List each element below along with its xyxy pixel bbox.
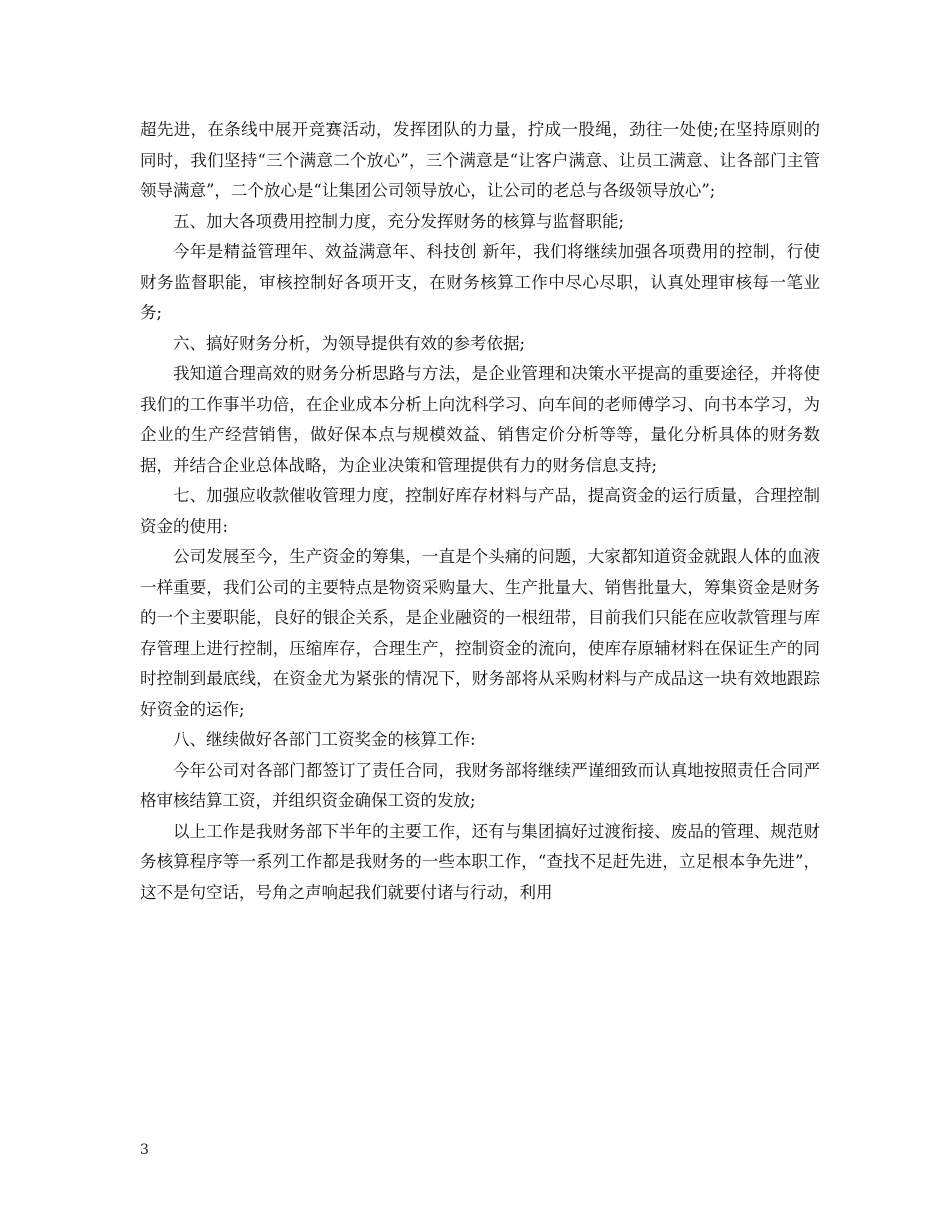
body-text <box>140 115 820 908</box>
heading-item-8: 八、继续做好各部门工资奖金的核算工作: <box>173 730 476 749</box>
paragraph-6: 以上工作是我财务部下半年的主要工作，还有与集团搞好过渡衔接、废品的管理、规范财务核算程序等一系列工作都是我财务的一些本职工作，“查找不足赶先进，立足根本争先进”，这不是句空话，号角之声响起我们就要付诸与行动，利用 <box>140 821 820 902</box>
page-number: 3 <box>140 1142 149 1158</box>
paragraph-5: 今年公司对各部门都签订了责任合同，我财务部将继续严谨细致而认真地按照责任合同严格审核结算工资，并组织资金确保工资的发放; <box>140 760 820 810</box>
heading-item-7: 七、加强应收款催收管理力度，控制好库存材料与产品，提高资金的运行质量，合理控制资金的使用: <box>140 486 820 536</box>
heading-item-5: 五、加大各项费用控制力度，充分发挥财务的核算与监督职能; <box>173 211 625 231</box>
paragraph-3: 我知道合理高效的财务分析思路与方法，是企业管理和决策水平提高的重要途径，并将使我们的工作事半功倍，在企业成本分析上向沈科学习、向车间的老师傅学习、向书本学习，为企业的生产经营销售，做好保本点与规模效益、销售定价分析等等，量化分析具体的财务数据，并结合企业总体战略，为企业决策和管理提供有力的财务信息支持; <box>140 364 820 475</box>
paragraph-4: 公司发展至今，生产资金的筹集，一直是个头痛的问题，大家都知道资金就跟人体的血液一样重要，我们公司的主要特点是物资采购量大、生产批量大、销售批量大，筹集资金是财务的一个主要职能，良好的银企关系，是企业融资的一根纽带，目前我们只能在应收款管理与库存管理上进行控制，压缩库存，合理生产，控制资金的流向，使库存原辅材料在保证生产的同时控制到最底线，在资金尤为紧张的情况下，财务部将从采购材料与产成品这一块有效地跟踪好资金的运作; <box>140 547 820 719</box>
paragraph-2: 今年是精益管理年、效益满意年、科技创 新年，我们将继续加强各项费用的控制，行使财务监督职能，审核控制好各项开支，在财务核算工作中尽心尽职，认真处理审核每一笔业务; <box>140 242 820 322</box>
paragraph-1: 超先进，在条线中展开竞赛活动，发挥团队的力量，拧成一股绳，劲往一处使;在坚持原则的同时，我们坚持“三个满意二个放心”，三个满意是“让客户满意、让员工满意、让各部门主管领导满意”，二个放心是“让集团公司领导放心，让公司的老总与各级领导放心”; <box>140 120 820 200</box>
heading-item-6: 六、搞好财务分析，为领导提供有效的参考依据; <box>173 333 526 353</box>
